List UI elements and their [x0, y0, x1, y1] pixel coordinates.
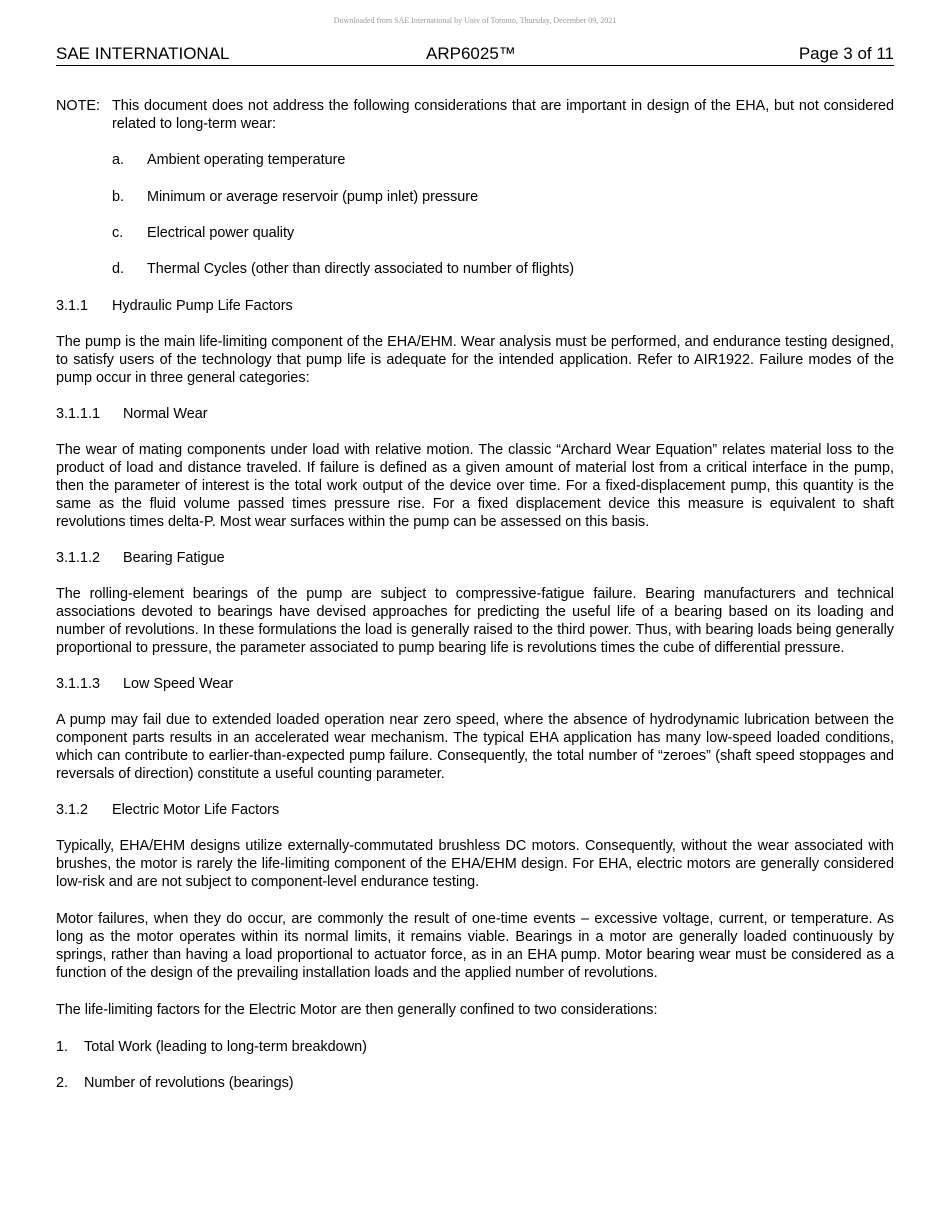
paragraph-pump-life: The pump is the main life-limiting component of the EHA/EHM. Wear analysis must be performed, and endurance testing designed, to satisfy users of the technology that pump life is adequate for the intended application. Refer to AIR1922. Failure modes of the pump occur in three general categories:	[56, 334, 894, 386]
page-header	[56, 43, 894, 66]
download-watermark: Downloaded from SAE International by Univ of Toronto, Thursday, December 09, 2021	[333, 16, 617, 25]
section-heading-3-1-1	[56, 297, 894, 315]
paragraph-bearing-fatigue: The rolling-element bearings of the pump are subject to compressive-fatigue failure. Bearing manufacturers and technical associations devoted to bearings have devised approaches for predicting the useful life of a bearing based on its loading and number of revolutions. In these formulations the load is generally raised to the third power. Thus, with bearing loads being generally proportional to pressure, the parameter associated to pump bearing life is revolutions times the cube of differential pressure.	[56, 586, 894, 656]
document-body	[56, 97, 894, 1092]
list-marker: d.	[112, 261, 125, 277]
header-org: SAE INTERNATIONAL	[56, 44, 230, 63]
section-number: 3.1.1	[56, 298, 89, 314]
list-item-text: Ambient operating temperature	[147, 152, 346, 168]
list-item-text: Thermal Cycles (other than directly associated to number of flights)	[147, 261, 575, 277]
motor-factor-item-1	[56, 1038, 894, 1056]
list-item-text: Minimum or average reservoir (pump inlet) pressure	[147, 189, 479, 205]
section-heading-3-1-2	[56, 801, 894, 819]
paragraph-normal-wear: The wear of mating components under load with relative motion. The classic “Archard Wear Equation” relates material loss to the product of load and distance traveled. If failure is defined as a given amount of material lost from a critical interface in the pump, then the parameter of interest is the total work output of the device over time. For a fixed-displacement pump, this quantity is the same as the fluid volume passed times pressure rise. For a fixed displacement device this measure is equivalent to shaft revolutions times delta-P. Most wear surfaces within the pump can be assessed on this basis.	[56, 442, 894, 530]
motor-factor-item-2	[56, 1074, 894, 1092]
header-page-number: Page 3 of 11	[798, 44, 894, 63]
header-doc-id: ARP6025™	[426, 44, 516, 63]
note-label: NOTE:	[56, 98, 100, 114]
list-item-text: Electrical power quality	[147, 225, 295, 241]
list-marker: 1.	[56, 1039, 69, 1055]
section-title: Low Speed Wear	[123, 676, 234, 692]
section-title: Bearing Fatigue	[123, 550, 225, 566]
note-paragraph	[56, 97, 894, 133]
list-item-text: Number of revolutions (bearings)	[84, 1075, 294, 1091]
list-marker: 2.	[56, 1075, 69, 1091]
paragraph-low-speed-wear: A pump may fail due to extended loaded operation near zero speed, where the absence of hydrodynamic lubrication between the component parts results in an accelerated wear mechanism. The typical EHA application has many low-speed loaded conditions, which can contribute to earlier-than-expected pump failure. Consequently, the total number of “zeroes” (shaft speed stoppages and reversals of direction) constitute a useful counting parameter.	[56, 712, 894, 782]
section-heading-3-1-1-1	[56, 405, 894, 423]
list-marker: c.	[112, 225, 124, 241]
section-number: 3.1.1.1	[56, 406, 101, 422]
section-number: 3.1.2	[56, 802, 89, 818]
section-heading-3-1-1-3	[56, 675, 894, 693]
paragraph-motor-factors: The life-limiting factors for the Electric Motor are then generally confined to two considerations:	[56, 1002, 658, 1018]
note-item-d	[56, 260, 894, 278]
section-title: Normal Wear	[123, 406, 208, 422]
section-heading-3-1-1-2	[56, 549, 894, 567]
note-item-b	[56, 188, 894, 206]
note-text: This document does not address the following considerations that are important in design of the EHA, but not considered related to long-term wear:	[112, 98, 894, 132]
section-number: 3.1.1.3	[56, 676, 101, 692]
section-title: Hydraulic Pump Life Factors	[112, 298, 293, 314]
note-item-a	[56, 151, 894, 169]
section-title: Electric Motor Life Factors	[112, 802, 280, 818]
list-marker: b.	[112, 189, 125, 205]
paragraph-motor-designs: Typically, EHA/EHM designs utilize externally-commutated brushless DC motors. Consequently, without the wear associated with brushes, the motor is rarely the life-limiting component of the EHA/EHM design. For EHA, electric motors are generally considered low-risk and are not subject to component-level endurance testing.	[56, 838, 894, 890]
paragraph-motor-failures: Motor failures, when they do occur, are commonly the result of one-time events – excessive voltage, current, or temperature. As long as the motor operates within its normal limits, it remains viable. Bearings in a motor are generally loaded continuously by springs, rather than having a load proportional to actuator force, as in an EHA pump. Motor bearing wear must be considered as a function of the design of the prevailing installation loads and the applied number of revolutions.	[56, 911, 894, 981]
section-number: 3.1.1.2	[56, 550, 101, 566]
list-item-text: Total Work (leading to long-term breakdown)	[84, 1039, 367, 1055]
list-marker: a.	[112, 152, 125, 168]
note-item-c	[56, 224, 894, 242]
